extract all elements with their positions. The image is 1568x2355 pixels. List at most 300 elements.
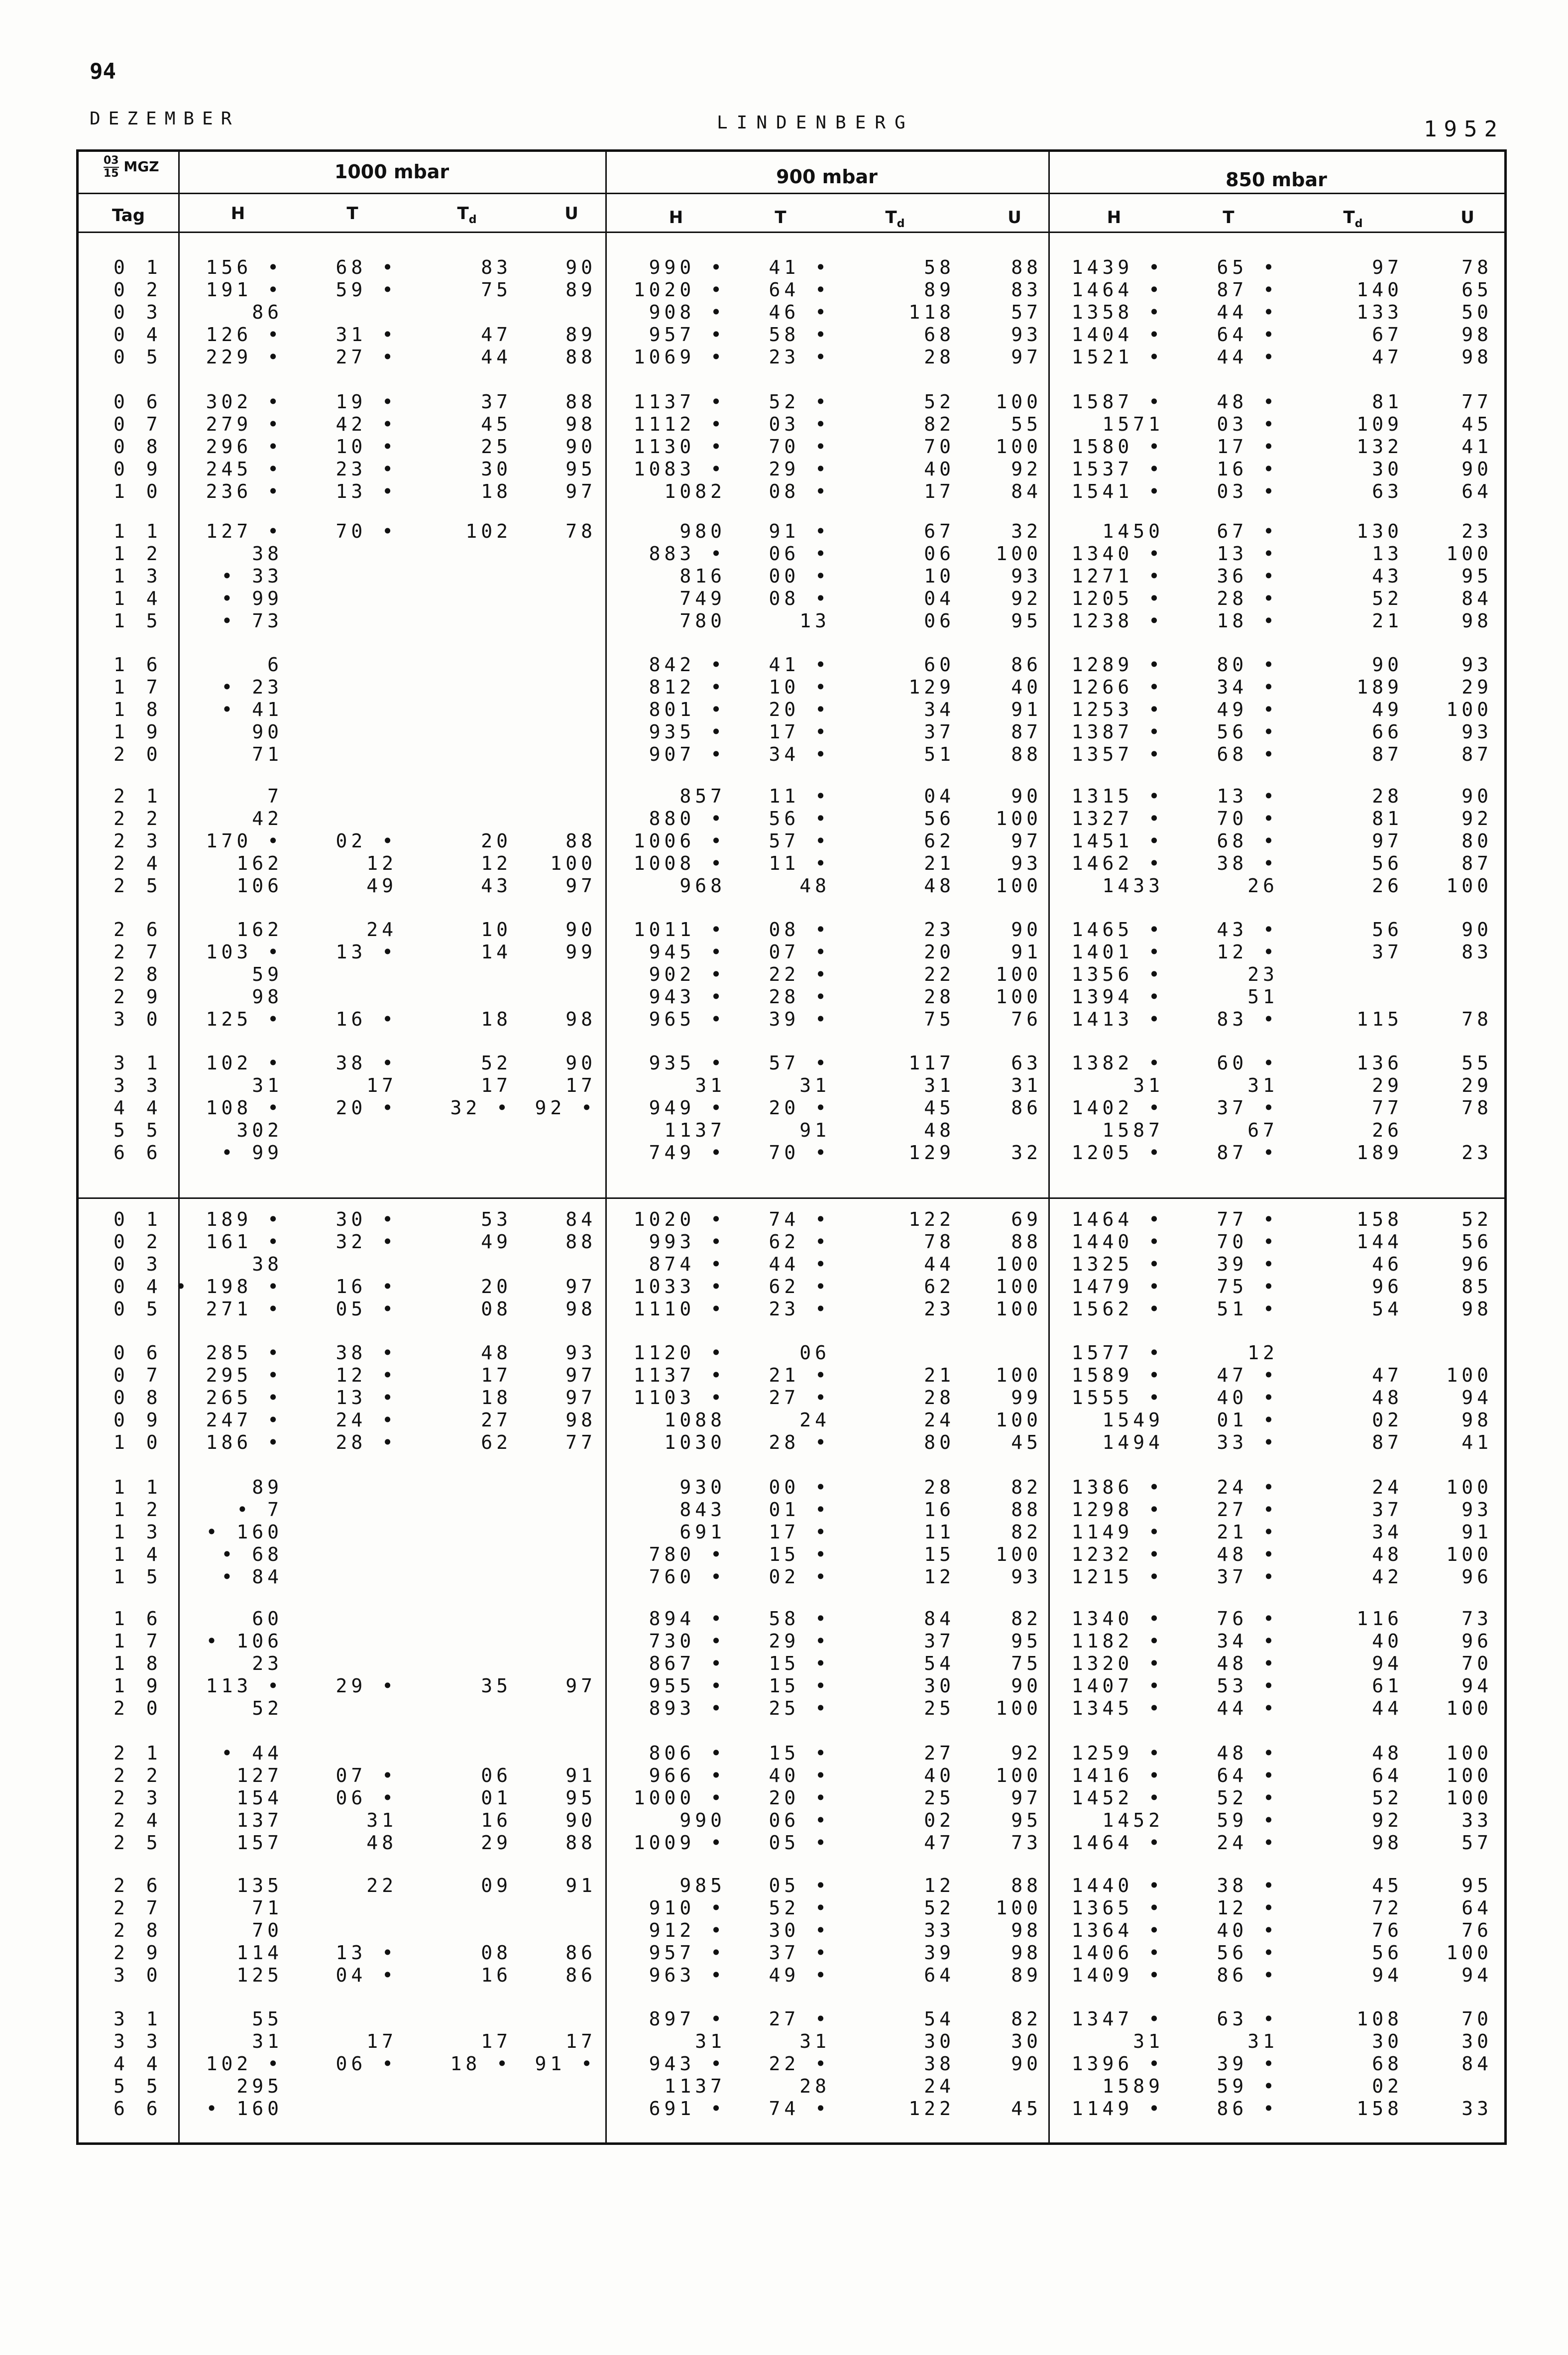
value-cell: 74 • xyxy=(769,1208,830,1230)
value-cell: 70 • xyxy=(336,520,397,542)
value-cell: 90 xyxy=(565,256,596,278)
value-cell: 24 • xyxy=(1217,1476,1278,1498)
value-cell: 00 • xyxy=(769,565,830,587)
value-cell: 100 xyxy=(996,1253,1042,1275)
value-cell: 50 xyxy=(1461,301,1492,323)
value-cell: 883 • xyxy=(649,543,726,565)
day-cell: 1 3 xyxy=(113,1521,163,1543)
value-cell: 1382 • xyxy=(1071,1052,1164,1074)
value-cell: 1464 • xyxy=(1071,279,1164,301)
value-cell: 691 xyxy=(679,1521,726,1543)
value-cell: 39 • xyxy=(769,1008,830,1030)
value-cell: 95 xyxy=(1461,1875,1492,1896)
value-cell: 691 • xyxy=(649,2098,726,2120)
table-row xyxy=(79,1231,1504,1253)
value-cell: 04 • xyxy=(336,1964,397,1986)
day-cell: 0 9 xyxy=(113,458,163,480)
day-cell: 3 1 xyxy=(113,2008,163,2030)
value-cell: 874 • xyxy=(649,1253,726,1275)
value-cell: 73 xyxy=(1461,1608,1492,1630)
value-cell: 98 xyxy=(565,1409,596,1431)
table-row xyxy=(79,1765,1504,1787)
value-cell: 1587 • xyxy=(1071,391,1164,413)
value-cell: 161 • xyxy=(206,1231,283,1253)
value-cell: • 160 xyxy=(206,2098,283,2120)
value-cell: 106 xyxy=(236,875,283,897)
value-cell: 09 xyxy=(481,1875,512,1896)
value-cell: 78 xyxy=(924,1231,955,1253)
value-cell: 91 • xyxy=(769,520,830,542)
value-cell: 33 xyxy=(1461,2098,1492,2120)
value-cell: 1345 • xyxy=(1071,1697,1164,1719)
value-cell: 38 xyxy=(924,2053,955,2075)
value-cell: 34 xyxy=(924,699,955,720)
value-cell: 84 xyxy=(1461,588,1492,609)
value-cell: 102 • xyxy=(206,1052,283,1074)
value-cell: 760 • xyxy=(649,1566,726,1588)
day-cell: 0 8 xyxy=(113,436,163,458)
value-cell: 64 • xyxy=(769,279,830,301)
value-cell: 749 xyxy=(679,588,726,609)
value-cell: 1364 • xyxy=(1071,1919,1164,1941)
value-cell: 100 xyxy=(1446,699,1492,720)
value-cell: 20 • xyxy=(769,1787,830,1809)
day-cell: 4 4 xyxy=(113,2053,163,2075)
group-header-rule xyxy=(79,193,1504,194)
table-row xyxy=(79,480,1504,503)
value-cell: 30 xyxy=(481,458,512,480)
value-cell: 06 xyxy=(924,543,955,565)
value-cell: 64 xyxy=(1372,1765,1403,1786)
value-cell: 102 xyxy=(465,520,512,542)
value-cell: 01 xyxy=(481,1787,512,1809)
value-cell: 88 xyxy=(565,346,596,368)
value-cell: 22 xyxy=(924,963,955,985)
value-cell: 94 xyxy=(1372,1652,1403,1674)
value-cell: 17 xyxy=(366,1074,397,1096)
value-cell: 39 • xyxy=(1217,2053,1278,2075)
value-cell: 23 xyxy=(1461,1142,1492,1164)
value-cell: 59 xyxy=(252,963,283,985)
value-cell: 10 xyxy=(924,565,955,587)
row-block xyxy=(79,256,1504,368)
value-cell: 54 xyxy=(924,1652,955,1674)
day-cell: 2 4 xyxy=(113,1809,163,1831)
value-cell: 41 xyxy=(1461,436,1492,458)
value-cell: 18 • xyxy=(1217,610,1278,632)
value-cell: 265 • xyxy=(206,1387,283,1409)
value-cell: 40 • xyxy=(769,1765,830,1786)
value-cell: 30 • xyxy=(336,1208,397,1230)
row-block xyxy=(79,1608,1504,1720)
value-cell: 38 xyxy=(252,543,283,565)
value-cell: 51 xyxy=(1247,986,1278,1008)
value-cell: 97 xyxy=(1011,830,1042,852)
value-cell: 01 • xyxy=(769,1499,830,1521)
value-cell: 28 xyxy=(924,1387,955,1409)
value-cell: 29 xyxy=(1461,1074,1492,1096)
value-cell: 88 xyxy=(565,1231,596,1253)
value-cell: 46 xyxy=(1372,1253,1403,1275)
value-cell: 89 xyxy=(565,279,596,301)
value-cell: • 68 xyxy=(221,1543,283,1565)
value-cell: 1357 • xyxy=(1071,743,1164,765)
value-cell: 780 xyxy=(679,610,726,632)
value-cell: 07 • xyxy=(336,1765,397,1786)
value-cell: 28 • xyxy=(769,986,830,1008)
table-row xyxy=(79,1052,1504,1074)
value-cell: 77 xyxy=(1372,1097,1403,1119)
value-cell: 806 • xyxy=(649,1742,726,1764)
value-cell: 75 • xyxy=(1217,1276,1278,1297)
value-cell: 129 xyxy=(908,676,955,698)
value-cell: 25 xyxy=(924,1787,955,1809)
value-cell: 98 xyxy=(565,413,596,435)
value-cell: 100 xyxy=(996,1697,1042,1719)
value-cell: 1562 • xyxy=(1071,1298,1164,1320)
value-cell: 86 xyxy=(1011,1097,1042,1119)
table-row xyxy=(79,413,1504,436)
value-cell: 30 xyxy=(924,2030,955,2052)
value-cell: 40 xyxy=(1372,1630,1403,1652)
value-cell: 302 • xyxy=(206,391,283,413)
value-cell: 56 • xyxy=(1217,721,1278,743)
value-cell: 100 xyxy=(996,875,1042,897)
value-cell: 24 • xyxy=(336,1409,397,1431)
value-cell: 930 xyxy=(679,1476,726,1498)
value-cell: 49 xyxy=(1372,699,1403,720)
value-cell: 16 • xyxy=(1217,458,1278,480)
value-cell: • 23 xyxy=(221,676,283,698)
value-cell: 1452 xyxy=(1102,1809,1164,1831)
value-cell: 56 • xyxy=(1217,1942,1278,1964)
value-cell: 64 • xyxy=(1217,1765,1278,1786)
value-cell: 20 xyxy=(924,941,955,963)
value-cell: 1356 • xyxy=(1071,963,1164,985)
value-cell: 22 • xyxy=(769,2053,830,2075)
value-cell: • 99 xyxy=(221,1142,283,1164)
table-row xyxy=(79,1809,1504,1832)
value-cell: 99 xyxy=(565,941,596,963)
value-cell: 285 • xyxy=(206,1342,283,1364)
value-cell: 27 xyxy=(924,1742,955,1764)
value-cell: 15 xyxy=(924,1543,955,1565)
value-cell: 816 xyxy=(679,565,726,587)
value-cell: 88 xyxy=(1011,256,1042,278)
value-cell: 02 xyxy=(924,1809,955,1831)
value-cell: 36 • xyxy=(1217,565,1278,587)
value-cell: 16 xyxy=(481,1964,512,1986)
table-row xyxy=(79,1608,1504,1630)
day-cell: 0 2 xyxy=(113,1231,163,1253)
table-row xyxy=(79,1787,1504,1809)
value-cell: 90 xyxy=(565,1809,596,1831)
value-cell: 125 • xyxy=(206,1008,283,1030)
value-cell: 97 xyxy=(1011,1787,1042,1809)
value-cell: 40 • xyxy=(1217,1919,1278,1941)
value-cell: 1340 • xyxy=(1071,1608,1164,1630)
group-1000-mbar: 1000 mbar xyxy=(334,161,449,183)
value-cell: 29 xyxy=(1461,676,1492,698)
value-cell: 19 • xyxy=(336,391,397,413)
value-cell: 109 xyxy=(1356,413,1403,435)
value-cell: 1271 • xyxy=(1071,565,1164,587)
value-cell: 1464 • xyxy=(1071,1832,1164,1854)
value-cell: 65 xyxy=(1461,279,1492,301)
value-cell: 65 • xyxy=(1217,256,1278,278)
value-cell: 30 xyxy=(1011,2030,1042,2052)
table-row xyxy=(79,565,1504,588)
day-cell: 1 7 xyxy=(113,676,163,698)
value-cell: 97 xyxy=(565,1675,596,1697)
value-cell: 62 • xyxy=(769,1231,830,1253)
day-cell: 0 1 xyxy=(113,1208,163,1230)
day-cell: 0 3 xyxy=(113,301,163,323)
value-cell: 48 xyxy=(924,875,955,897)
day-cell: 2 6 xyxy=(113,919,163,941)
value-cell: 17 xyxy=(481,1364,512,1386)
value-cell: 20 • xyxy=(769,1097,830,1119)
value-cell: 158 xyxy=(1356,2098,1403,2120)
value-cell: 122 xyxy=(908,2098,955,2120)
value-cell: 780 • xyxy=(649,1543,726,1565)
value-cell: 23 xyxy=(252,1652,283,1674)
value-cell: 30 • xyxy=(769,1919,830,1941)
value-cell: 45 xyxy=(1372,1875,1403,1896)
value-cell: 51 xyxy=(924,743,955,765)
table-row xyxy=(79,699,1504,721)
day-cell: 2 1 xyxy=(113,785,163,807)
value-cell: 21 xyxy=(924,852,955,874)
value-cell: 44 xyxy=(481,346,512,368)
value-cell: 910 • xyxy=(649,1897,726,1919)
value-cell: 94 xyxy=(1372,1964,1403,1986)
value-cell: 08 xyxy=(481,1942,512,1964)
day-cell: 0 2 xyxy=(113,279,163,301)
table-row xyxy=(79,1566,1504,1588)
day-cell: 3 0 xyxy=(113,1008,163,1030)
value-cell: 87 xyxy=(1011,721,1042,743)
day-cell: 4 4 xyxy=(113,1097,163,1119)
value-cell: 82 xyxy=(1011,2008,1042,2030)
value-cell: 49 • xyxy=(769,1964,830,1986)
value-cell: 68 • xyxy=(336,256,397,278)
value-cell: 34 • xyxy=(769,743,830,765)
value-cell: 68 • xyxy=(1217,830,1278,852)
value-cell: 38 • xyxy=(1217,852,1278,874)
value-cell: 993 • xyxy=(649,1231,726,1253)
value-cell: 43 xyxy=(481,875,512,897)
value-cell: 98 xyxy=(1372,1832,1403,1854)
value-cell: 94 xyxy=(1461,1387,1492,1409)
value-cell: 100 xyxy=(1446,875,1492,897)
value-cell: 95 xyxy=(1011,1630,1042,1652)
value-cell: 22 xyxy=(366,1875,397,1896)
value-cell: • 41 xyxy=(221,699,283,720)
row-block xyxy=(79,391,1504,503)
value-cell: 70 xyxy=(1461,1652,1492,1674)
table-row xyxy=(79,588,1504,610)
table-row xyxy=(79,963,1504,986)
value-cell: 97 xyxy=(565,875,596,897)
table-row xyxy=(79,1964,1504,1987)
day-cell: 3 3 xyxy=(113,1074,163,1096)
table-row xyxy=(79,1897,1504,1919)
value-cell: 117 xyxy=(908,1052,955,1074)
value-cell: 100 xyxy=(1446,1942,1492,1964)
value-cell: 162 xyxy=(236,919,283,941)
value-cell: 893 • xyxy=(649,1697,726,1719)
value-cell: 82 xyxy=(1011,1476,1042,1498)
value-cell: 45 xyxy=(1461,413,1492,435)
value-cell: 24 xyxy=(924,1409,955,1431)
value-cell: 1462 • xyxy=(1071,852,1164,874)
value-cell: • 73 xyxy=(221,610,283,632)
value-cell: 100 xyxy=(1446,1476,1492,1498)
value-cell: 98 xyxy=(1011,1942,1042,1964)
value-cell: 1440 • xyxy=(1071,1231,1164,1253)
value-cell: 78 xyxy=(1461,256,1492,278)
value-cell: 16 • xyxy=(336,1276,397,1297)
value-cell: 58 • xyxy=(769,1608,830,1630)
value-cell: 88 xyxy=(565,1832,596,1854)
value-cell: 1402 • xyxy=(1071,1097,1164,1119)
value-cell: 1494 xyxy=(1102,1431,1164,1453)
day-cell: 6 6 xyxy=(113,2098,163,2120)
value-cell: 39 • xyxy=(1217,1253,1278,1275)
day-cell: 3 3 xyxy=(113,2030,163,2052)
value-cell: 912 • xyxy=(649,1919,726,1941)
day-cell: 1 5 xyxy=(113,610,163,632)
value-cell: 28 xyxy=(1372,785,1403,807)
value-cell: 60 • xyxy=(1217,1052,1278,1074)
value-cell: 93 xyxy=(565,1342,596,1364)
value-cell: 985 xyxy=(679,1875,726,1896)
value-cell: 34 • xyxy=(1217,676,1278,698)
value-cell: 37 xyxy=(924,721,955,743)
table-row xyxy=(79,1208,1504,1231)
value-cell: 93 xyxy=(1011,324,1042,346)
value-cell: 1298 • xyxy=(1071,1499,1164,1521)
value-cell: 31 xyxy=(1133,2030,1164,2052)
value-cell: 1394 • xyxy=(1071,986,1164,1008)
value-cell: 96 xyxy=(1461,1566,1492,1588)
table-row xyxy=(79,1276,1504,1298)
value-cell: 100 xyxy=(996,963,1042,985)
value-cell: 48 xyxy=(924,1119,955,1141)
table-row xyxy=(79,1652,1504,1675)
value-cell: 56 xyxy=(1372,852,1403,874)
value-cell: 84 xyxy=(1011,480,1042,502)
value-cell: 62 • xyxy=(769,1276,830,1297)
value-cell: 30 xyxy=(1372,2030,1403,2052)
table-row xyxy=(79,279,1504,301)
value-cell: 1589 • xyxy=(1071,1364,1164,1386)
value-cell: 12 • xyxy=(1217,1897,1278,1919)
value-cell: 24 xyxy=(366,919,397,941)
value-cell: 26 xyxy=(1372,875,1403,897)
value-cell: 132 xyxy=(1356,436,1403,458)
day-cell: 1 8 xyxy=(113,1652,163,1674)
table-row xyxy=(79,676,1504,699)
value-cell: 1289 • xyxy=(1071,654,1164,676)
value-cell: 48 xyxy=(1372,1742,1403,1764)
value-cell: 1011 • xyxy=(633,919,726,941)
value-cell: 108 xyxy=(1356,2008,1403,2030)
value-cell: 1033 • xyxy=(633,1276,726,1297)
row-block xyxy=(79,654,1504,766)
table-row xyxy=(79,721,1504,743)
value-cell: 99 xyxy=(1011,1387,1042,1409)
day-cell: 1 3 xyxy=(113,565,163,587)
value-cell: 02 xyxy=(1372,1409,1403,1431)
day-cell: 0 7 xyxy=(113,1364,163,1386)
value-cell: 20 xyxy=(481,830,512,852)
value-cell: 98 xyxy=(1461,610,1492,632)
value-cell: 34 xyxy=(1372,1521,1403,1543)
value-cell: 100 xyxy=(996,1364,1042,1386)
value-cell: 74 • xyxy=(769,2098,830,2120)
value-cell: 68 • xyxy=(1217,743,1278,765)
value-cell: 04 xyxy=(924,588,955,609)
value-cell: 47 xyxy=(924,1832,955,1854)
value-cell: 17 xyxy=(481,2030,512,2052)
value-cell: 28 xyxy=(924,346,955,368)
value-cell: 80 xyxy=(924,1431,955,1453)
day-cell: 0 6 xyxy=(113,391,163,413)
value-cell: 78 xyxy=(1461,1097,1492,1119)
table-row xyxy=(79,1119,1504,1142)
value-cell: 70 • xyxy=(769,436,830,458)
value-cell: 25 • xyxy=(769,1697,830,1719)
value-cell: 08 xyxy=(481,1298,512,1320)
day-cell: 0 6 xyxy=(113,1342,163,1364)
value-cell: 59 • xyxy=(1217,1809,1278,1831)
value-cell: 62 xyxy=(481,1431,512,1453)
row-block xyxy=(79,1208,1504,1320)
day-cell: 2 4 xyxy=(113,852,163,874)
value-cell: 42 xyxy=(252,808,283,829)
value-cell: 842 • xyxy=(649,654,726,676)
value-cell: 93 xyxy=(1011,852,1042,874)
value-cell: 100 xyxy=(550,852,596,874)
value-cell: 1406 • xyxy=(1071,1942,1164,1964)
value-cell: 100 xyxy=(996,1897,1042,1919)
value-cell: 78 xyxy=(1461,1008,1492,1030)
column-header-t: T xyxy=(775,208,786,228)
value-cell: 1396 • xyxy=(1071,2053,1164,2075)
value-cell: 38 • xyxy=(336,1342,397,1364)
value-cell: 06 • xyxy=(336,1787,397,1809)
value-cell: 23 xyxy=(924,919,955,941)
value-cell: 943 • xyxy=(649,986,726,1008)
value-cell: 7 xyxy=(267,785,283,807)
value-cell: 1479 • xyxy=(1071,1276,1164,1297)
value-cell: 89 xyxy=(252,1476,283,1498)
value-cell: 62 xyxy=(924,830,955,852)
value-cell: 08 • xyxy=(769,480,830,502)
day-cell: 5 5 xyxy=(113,2075,163,2097)
column-header-rule xyxy=(79,232,1504,233)
value-cell: 17 xyxy=(481,1074,512,1096)
value-cell: 61 xyxy=(1372,1675,1403,1697)
value-cell: 56 xyxy=(924,808,955,829)
value-cell: 98 xyxy=(1461,1298,1492,1320)
day-cell: 2 3 xyxy=(113,1787,163,1809)
value-cell: 15 • xyxy=(769,1675,830,1697)
value-cell: 27 xyxy=(481,1409,512,1431)
value-cell: 1000 • xyxy=(633,1787,726,1809)
